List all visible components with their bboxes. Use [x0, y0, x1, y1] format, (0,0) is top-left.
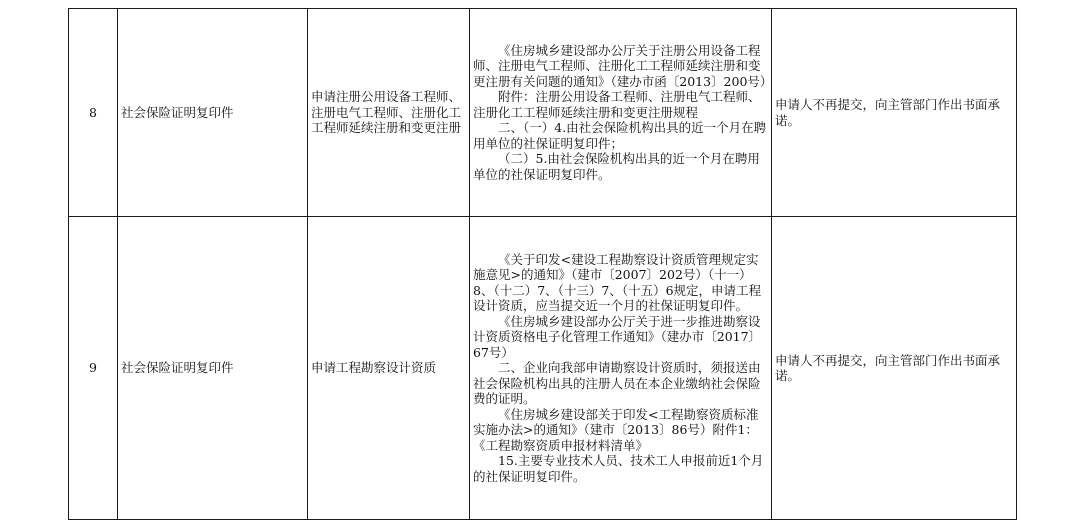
basis-paragraph: 《住房城乡建设部关于印发<工程勘察资质标准实施办法>的通知》（建市〔2013〕86号）附件1：《工程勘察资质申报材料清单》 — [473, 406, 759, 453]
table-row — [69, 217, 1017, 520]
row-number: 9 — [69, 217, 118, 520]
basis-paragraph: 15.主要专业技术人员、技术工人申报前近1个月的社保证明复印件。 — [473, 453, 764, 484]
row-number: 8 — [69, 9, 118, 217]
material-name: 社会保险证明复印件 — [118, 9, 308, 217]
basis-paragraph: 《住房城乡建设部办公厅关于注册公用设备工程师、注册电气工程师、注册化工工程师延续注册和变更注册有关问题的通知》（建办市函〔2013〕200号） — [473, 42, 773, 89]
basis-paragraph: 《关于印发<建设工程勘察设计资质管理规定实施意见>的通知》（建市〔2007〕202号）（十一）8、（十二）7、（十三）7、（十五）6规定，申请工程设计资质，应当提交近一个月的社保证明复印件。 — [473, 251, 762, 314]
basis-paragraph: 《住房城乡建设部办公厅关于进一步推进勘察设计资质资格电子化管理工作通知》（建办市〔2017〕67号） — [473, 313, 762, 360]
basis-paragraph: 附件：注册公用设备工程师、注册电气工程师、注册化工工程师延续注册和变更注册规程 — [473, 89, 761, 120]
handling-note: 申请人不再提交，向主管部门作出书面承诺。 — [772, 9, 1017, 217]
basis-paragraph: 二、（一）4.由社会保险机构出具的近一个月在聘用单位的社保证明复印件； — [473, 120, 767, 151]
legal-basis — [470, 9, 772, 217]
table-row — [69, 9, 1017, 217]
legal-basis — [470, 217, 772, 520]
service-item: 申请注册公用设备工程师、注册电气工程师、注册化工工程师延续注册和变更注册 — [308, 9, 470, 217]
basis-paragraph: （二）5.由社会保险机构出具的近一个月在聘用单位的社保证明复印件。 — [473, 151, 760, 182]
handling-note: 申请人不再提交，向主管部门作出书面承诺。 — [772, 217, 1017, 520]
requirements-table — [68, 8, 1017, 520]
service-item: 申请工程勘察设计资质 — [308, 217, 470, 520]
material-name: 社会保险证明复印件 — [118, 217, 308, 520]
basis-paragraph: 二、企业向我部申请勘察设计资质时，须报送由社会保险机构出具的注册人员在本企业缴纳社会保险费的证明。 — [473, 360, 761, 407]
